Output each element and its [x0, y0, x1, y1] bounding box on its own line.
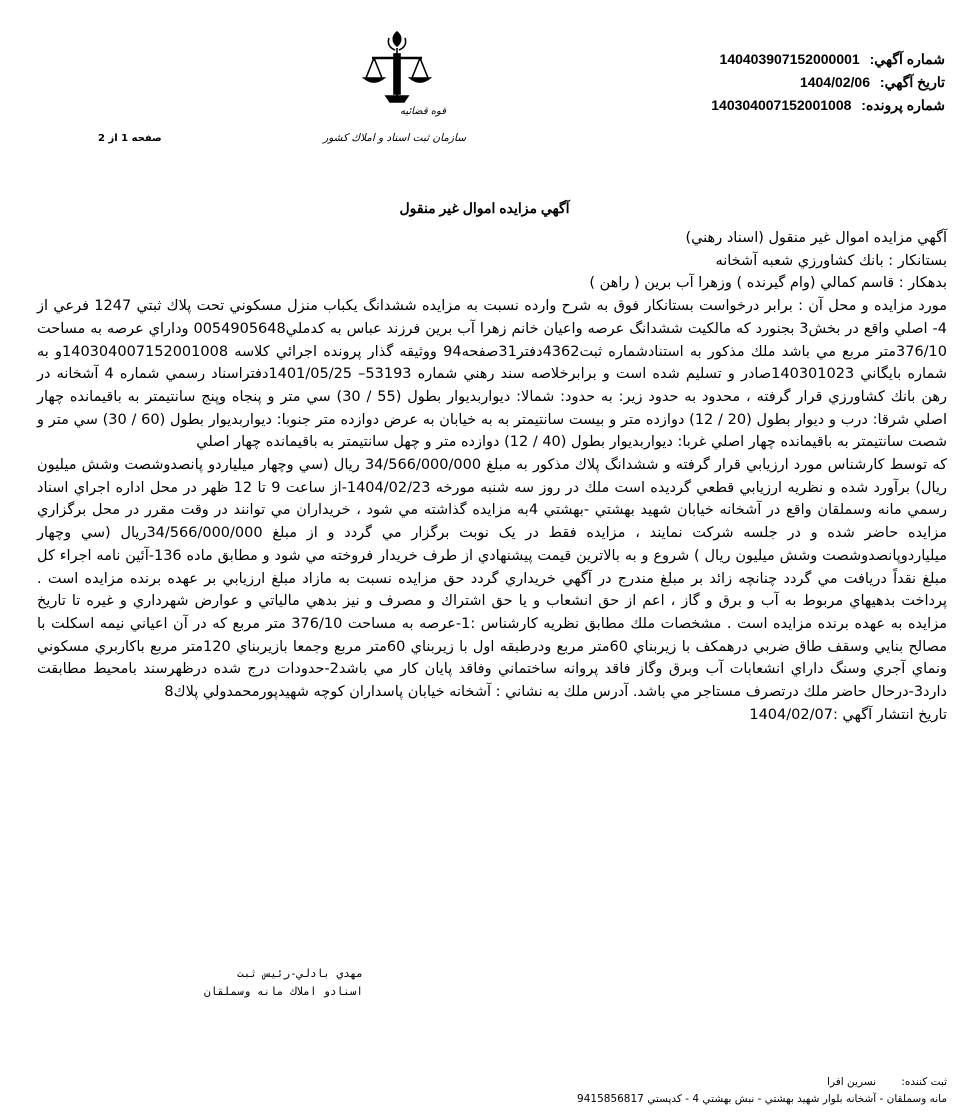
body-line-creditor: بستانكار : بانك كشاورزي شعبه آشخانه	[715, 252, 947, 269]
registrar-label: ثبت كننده:	[901, 1076, 947, 1088]
body-paragraph-auction: كه توسط كارشناس مورد ارزيابي قرار گرفته و ششدانگ پلاك مذكور به مبلغ 34/566/000/000 ريال (سي وچهار ميلياردو پانصدوشصت وشش ميليون ريال) برآورد شده و نظريه ارزيابي قطعي گرديده است ملك در روز سه شنبه مورخه 1404/02/23-از ساعت 9 تا 12 ظهر در محل اداره اجراي اسناد رسمي مانه وسملقان واقع در آشخانه خيابان شهيد بهشتي -بهشتي 4به مزايده گذاشته مي شود ، خريداران مي توانند در وقت مقرر در محل برگزاري مزايده حاضر شده و در جلسه شركت نمايند ، مزايده فقط در يک نوبت برگزار مي گردد و از مبلغ 34/566/000/000ريال (سي وچهار ميلياردوپانصدوشصت وشش ميليون ريال ) شروع و به بالاترين قيمت پيشنهادي از طرف خريدار فروخته مي شود و مطابق ماده 136-آئين نامه اجراء كل مبلغ نقداً دريافت مي گردد چنانچه زائد بر مبلغ مندرج در آگهي خريداري گردد حق مزايده نسبت به مازاد مبلغ ارزيابي بر عهده برنده مزايده است . پرداخت بدهيهاي مربوط به آب و برق و گاز ، اعم از حق انشعاب و يا حق اشتراك و مصرف و نيز بدهي مالياتي و عوارض شهرداري و غيره تا تاريخ مزايده به عهده برنده مزايده است . مشخصات ملك مطابق نظريه كارشناس :1-عرصه به مساحت 376/10 متر مربع كه در آن اعياني نيمه اسكلت با مصالح بنايي وسقف طاق ضربي درهمكف با زيربناي 60متر مربع ودرطبقه اول با زيربناي 60متر مربع وجمعا بازيربناي 120متر مربع باكاربري مسكوني ونماي آجري وسنگ داراي انشعابات آب وبرق وگاز فاقد پروانه ساختماني وفاقد پايان كار مي باشد2-حدودات درج شده درظهرسند بامحيط مطابقت دارد3-درحال حاضر ملك درتصرف مستاجر مي باشد. آدرس ملك به نشاني : آشخانه خيابان پاسداران كوچه شهيدپورمحمدولي پلاك8	[37, 457, 948, 701]
body-line-heading: آگهي مزايده اموال غير منقول (اسناد رهني)	[685, 230, 947, 246]
ad-number-row	[711, 48, 945, 71]
judiciary-logo	[323, 28, 466, 158]
case-number-value: 140304007152001008	[711, 97, 852, 113]
ad-date-row	[711, 71, 945, 94]
body-line-publish-date: تاريخ انتشار آگهي :1404/02/07	[749, 706, 947, 723]
logo-text: قوه قضائيه	[399, 106, 446, 117]
ad-date-value: 1404/02/06	[799, 74, 871, 90]
case-number-label: شماره پرونده:	[861, 97, 945, 113]
document-title	[0, 200, 973, 217]
logo-org-text: سازمان ثبت اسناد و املاك كشور	[323, 132, 466, 144]
ad-number-value: 140403907152000001	[719, 51, 860, 67]
document-title-text: آگهي مزايده اموال غير منقول	[399, 200, 570, 216]
registrar-name: نسرين افرا	[827, 1076, 877, 1088]
document-body	[37, 227, 947, 726]
signature: مهدي بادلي-رئيس ثبت اسنادو املاك مانه وسملقان	[204, 967, 363, 998]
page-info: صفحه 1 از 2	[98, 133, 162, 144]
registrar-row	[307, 1074, 947, 1091]
body-line-debtor: بدهكار : قاسم كمالي (وام گيرنده ) وزهرا آب برين ( راهن )	[589, 275, 947, 292]
footer-address: مانه وسملقان - آشخانه بلوار شهيد بهشتي - نبش بهشتي 4 - كدپستي 9415856817	[577, 1093, 947, 1105]
body-paragraph-subject: مورد مزايده و محل آن : برابر درخواست بستانكار فوق به شرح وارده نسبت به مزايده ششدانگ يكباب منزل مسكوني تحت پلاك ثبتي 1247 فرعي از 4- اصلي واقع در بخش3 بجنورد كه مالكيت ششدانگ عرصه واعيان خانم زهرا آب برين فرزند عباس به كدملي0054905648 وداراي عرصه به مساحت 376/10متر مربع مي باشد ملك مذكور به استنادشماره ثبت4362دفتر31صفحه94 ووثيقه گذار پرونده اجرائي كلاسه 140304007152001008و به شماره بايگاني 140301023صادر و تسليم شده است و برابرخلاصه سند رهني شماره 53193– 1401/05/25دفتراسناد رسمي شماره 4 آشخانه در رهن بانك كشاورزي قرار گرفته ، محدود به حدود زير: به حدود: شمالا: ديواربديوار بطول (55 / 30) سي متر و پنجاه وپنج سانتيمتر به باقيمانده چهار اصلي شرقا: درب و ديوار بطول (20 / 12) دوازده متر و بيست سانتيمتر به به خيابان به عرض دوازده متر جنوبا: ديواربديوار بطول (60 / 30) سي متر و شصت سانتيمتر به باقيمانده چهار اصلي غربا: ديواربديوار بطول (40 / 12) دوازده متر و چهل سانتيمتر به باقيمانده چهار اصلي	[37, 298, 948, 451]
ad-number-label: شماره آگهي:	[869, 51, 945, 67]
ad-meta	[711, 48, 945, 117]
ad-date-label: تاريخ آگهي:	[879, 74, 945, 90]
footer	[307, 1074, 947, 1108]
case-number-row	[711, 94, 945, 117]
